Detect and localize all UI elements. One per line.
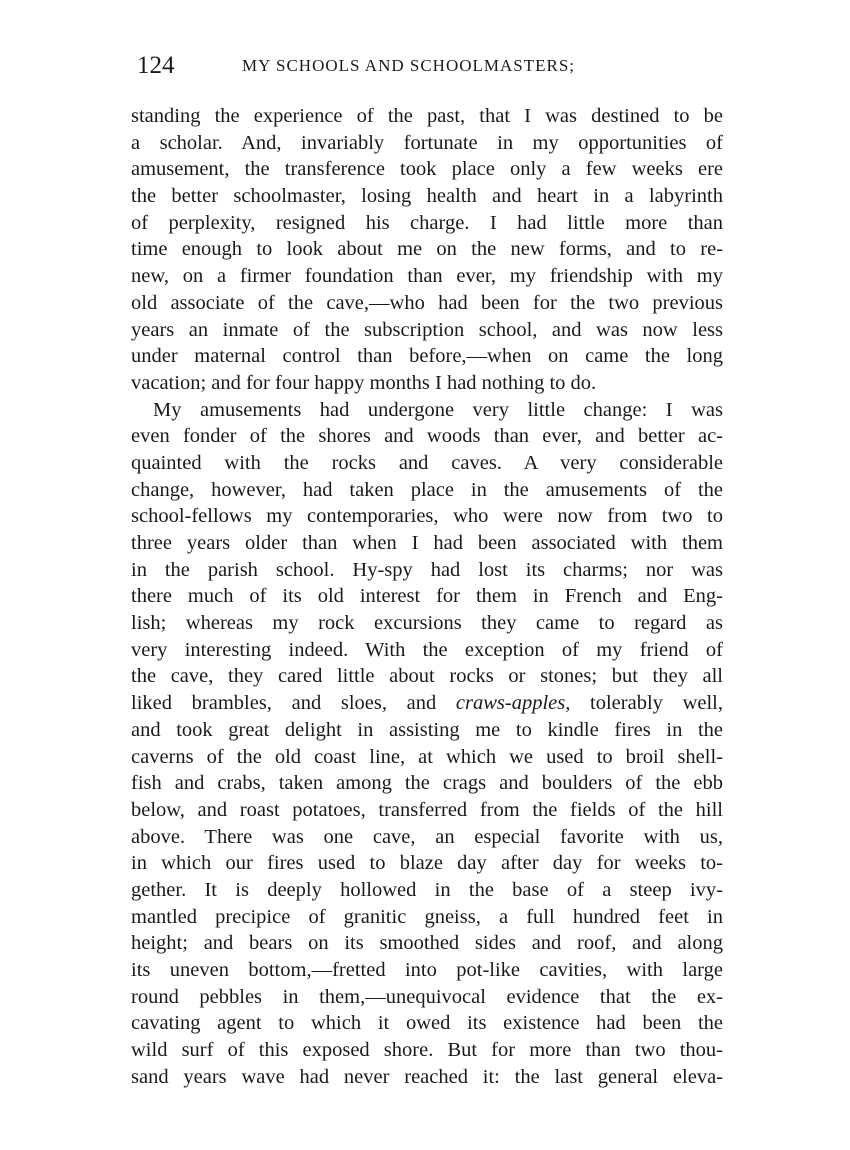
text-line: years an inmate of the subscription school, and was now less [131, 318, 723, 341]
text-line [131, 690, 723, 717]
text-line: a scholar. And, invariably fortunate in my opportunities of [131, 131, 723, 154]
text-line: below, and roast potatoes, transferred from the fields of the hill [131, 798, 723, 821]
text-line: round pebbles in them,—unequivocal evidence that the ex- [131, 985, 723, 1008]
text-line: vacation; and for four happy months I had nothing to do. [131, 371, 597, 394]
text-line: wild surf of this exposed shore. But for more than two thou- [131, 1039, 723, 1062]
text-line: My amusements had undergone very little change: I was [153, 398, 723, 421]
text-line: three years older than when I had been associated with them [131, 532, 723, 554]
text-line: new, on a firmer foundation than ever, my friendship with my [131, 265, 723, 288]
text-fragment: liked brambles, and sloes, and [131, 692, 456, 715]
running-head: MY SCHOOLS AND SCHOOLMASTERS; [242, 56, 576, 75]
text-line: in the parish school. Hy-spy had lost its charms; nor was [131, 558, 723, 581]
page-header [137, 46, 737, 86]
page-number: 124 [137, 52, 175, 79]
text-line: there much of its old interest for them in French and Eng- [131, 585, 723, 608]
italic-term: craws-apples [455, 692, 566, 715]
text-line: the cave, they cared little about rocks or stones; but they all [131, 665, 723, 688]
text-line: very interesting indeed. With the exception of my friend of [131, 638, 723, 661]
text-line: fish and crabs, taken among the crags and boulders of the ebb [131, 772, 723, 795]
text-line: even fonder of the shores and woods than ever, and better ac- [131, 425, 723, 448]
text-line: mantled precipice of granitic gneiss, a full hundred feet in [131, 905, 723, 928]
text-line: under maternal control than before,—when on came the long [131, 345, 723, 368]
text-line: the better schoolmaster, losing health and heart in a labyrinth [131, 185, 723, 208]
text-line: cavating agent to which it owed its existence had been the [131, 1012, 723, 1035]
text-line: time enough to look about me on the new forms, and to re- [131, 238, 723, 261]
text-line: and took great delight in assisting me to kindle fires in the [131, 718, 723, 741]
body-text [131, 103, 723, 1090]
text-line: its uneven bottom,—fretted into pot-like cavities, with large [131, 959, 723, 981]
text-line: quainted with the rocks and caves. A very considerable [131, 451, 723, 474]
text-fragment: , tolerably well, [565, 692, 723, 715]
text-line: gether. It is deeply hollowed in the base of a steep ivy- [131, 878, 723, 901]
text-line: in which our fires used to blaze day after day for weeks to- [131, 852, 723, 875]
text-line: school-fellows my contemporaries, who were now from two to [131, 505, 723, 528]
text-line: amusement, the transference took place only a few weeks ere [131, 158, 723, 181]
text-line: standing the experience of the past, that I was destined to be [131, 105, 723, 127]
text-line: change, however, had taken place in the amusements of the [131, 478, 723, 501]
text-line: of perplexity, resigned his charge. I had little more than [131, 211, 723, 234]
text-line: sand years wave had never reached it: the last general eleva- [131, 1065, 723, 1088]
text-line: lish; whereas my rock excursions they came to regard as [131, 612, 723, 635]
text-line: caverns of the old coast line, at which we used to broil shell- [131, 745, 723, 768]
text-line: old associate of the cave,—who had been for the two previous [131, 291, 723, 314]
text-line: height; and bears on its smoothed sides and roof, and along [131, 932, 723, 955]
text-line: above. There was one cave, an especial favorite with us, [131, 825, 723, 848]
